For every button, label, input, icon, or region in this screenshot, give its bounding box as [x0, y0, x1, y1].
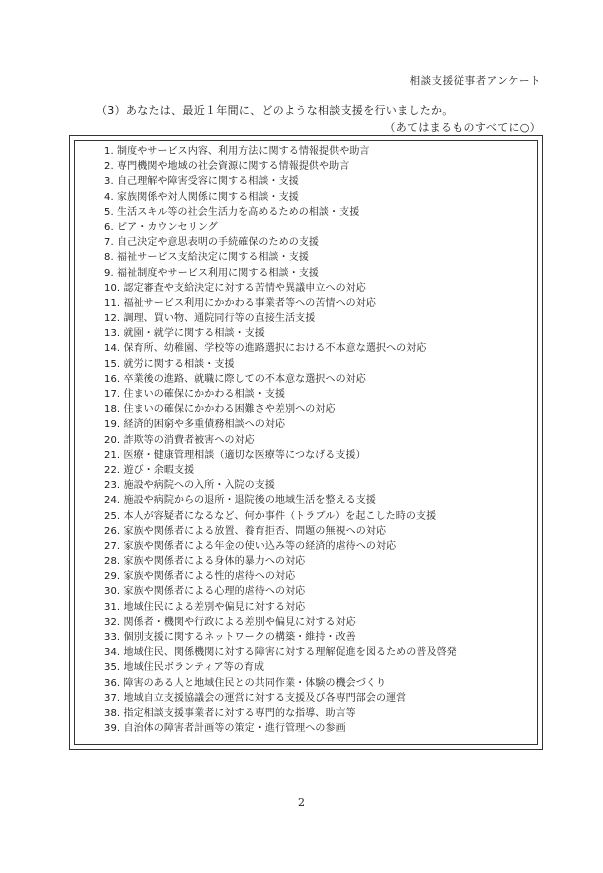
option-item[interactable]: 14. 保育所、幼稚園、学校等の進路選択における不本意な選択への対応	[104, 343, 427, 355]
option-item[interactable]: 23. 施設や病院への入所・入院の支援	[104, 480, 275, 492]
option-item[interactable]: 31. 地域住民による差別や偏見に対する対応	[104, 601, 306, 613]
option-item[interactable]: 30. 家族や関係者による心理的虐待への対応	[104, 586, 306, 598]
option-item[interactable]: 15. 就労に関する相談・支援	[104, 358, 235, 370]
option-item[interactable]: 8. 福祉サービス支給決定に関する相談・支援	[104, 252, 309, 264]
options-list	[104, 144, 457, 736]
option-item[interactable]: 32. 関係者・機関や行政による差別や偏見に対する対応	[104, 616, 356, 628]
option-item[interactable]: 26. 家族や関係者による放置、養育拒否、問題の無視への対応	[104, 525, 387, 537]
option-item[interactable]: 20. 詐欺等の消費者被害への対応	[104, 434, 255, 446]
option-item[interactable]: 6. ピア・カウンセリング	[104, 221, 218, 233]
question-text: （3）あなたは、最近１年間に、どのような相談支援を行いましたか。	[96, 104, 454, 117]
survey-title: 相談支援従事者アンケート	[409, 75, 541, 87]
option-item[interactable]: 38. 指定相談支援事業者に対する専門的な指導、助言等	[104, 707, 356, 719]
option-item[interactable]: 9. 福祉制度やサービス利用に関する相談・支援	[104, 267, 320, 279]
option-item[interactable]: 25. 本人が容疑者になるなど、何か事件（トラブル）を起こした時の支援	[104, 510, 437, 522]
option-item[interactable]: 33. 個別支援に関するネットワークの構築・維持・改善	[104, 632, 356, 643]
option-item[interactable]: 35. 地域住民ボランティア等の育成	[104, 662, 265, 674]
option-item[interactable]: 13. 就園・就学に関する相談・支援	[104, 328, 265, 340]
option-item[interactable]: 5. 生活スキル等の社会生活力を高めるための相談・支援	[104, 206, 360, 218]
option-item[interactable]: 10. 認定審査や支給決定に対する苦情や異議申立への対応	[104, 282, 366, 294]
option-item[interactable]: 12. 調理、買い物、通院同行等の直接生活支援	[104, 313, 316, 325]
option-item[interactable]: 7. 自己決定や意思表明の手続確保のための支援	[104, 237, 320, 249]
option-item[interactable]: 39. 自治体の障害者計画等の策定・進行管理への参画	[104, 723, 346, 735]
option-item[interactable]: 11. 福祉サービス利用にかかわる事業者等への苦情への対応	[104, 297, 376, 309]
option-item[interactable]: 24. 施設や病院からの退所・退院後の地域生活を整える支援	[104, 495, 376, 507]
option-item[interactable]: 16. 卒業後の進路、就職に際しての不本意な選択への対応	[104, 373, 366, 385]
option-item[interactable]: 17. 住まいの確保にかかわる相談・支援	[104, 389, 286, 400]
option-item[interactable]: 34. 地域住民、関係機関に対する障害に対する理解促進を図るための普及啓発	[104, 647, 457, 659]
option-item[interactable]: 22. 遊び・余暇支援	[104, 464, 195, 476]
option-item[interactable]: 36. 障害のある人と地域住民との共同作業・体験の機会づくり	[104, 677, 387, 689]
option-item[interactable]: 3. 自己理解や障害受容に関する相談・支援	[104, 176, 299, 188]
option-item[interactable]: 4. 家族関係や対人関係に関する相談・支援	[104, 191, 299, 203]
question-instruction: （あてはまるものすべてに○）	[384, 121, 541, 134]
option-item[interactable]: 21. 医療・健康管理相談（適切な医療等につなげる支援）	[104, 449, 366, 461]
option-item[interactable]: 1. 制度やサービス内容、利用方法に関する情報提供や助言	[104, 146, 370, 157]
option-item[interactable]: 37. 地域自立支援協議会の運営に対する支援及び各専門部会の運営	[104, 692, 407, 704]
option-item[interactable]: 28. 家族や関係者による身体的暴力への対応	[104, 556, 306, 568]
option-item[interactable]: 18. 住まいの確保にかかわる困難さや差別への対応	[104, 404, 336, 416]
option-item[interactable]: 2. 専門機関や地域の社会資源に関する情報提供や助言	[104, 161, 350, 173]
page-number: 2	[298, 796, 305, 809]
option-item[interactable]: 27. 家族や関係者による年金の使い込み等の経済的虐待への対応	[104, 540, 397, 552]
option-item[interactable]: 29. 家族や関係者による性的虐待への対応	[104, 571, 296, 583]
option-item[interactable]: 19. 経済的困窮や多重債務相談への対応	[104, 419, 286, 431]
